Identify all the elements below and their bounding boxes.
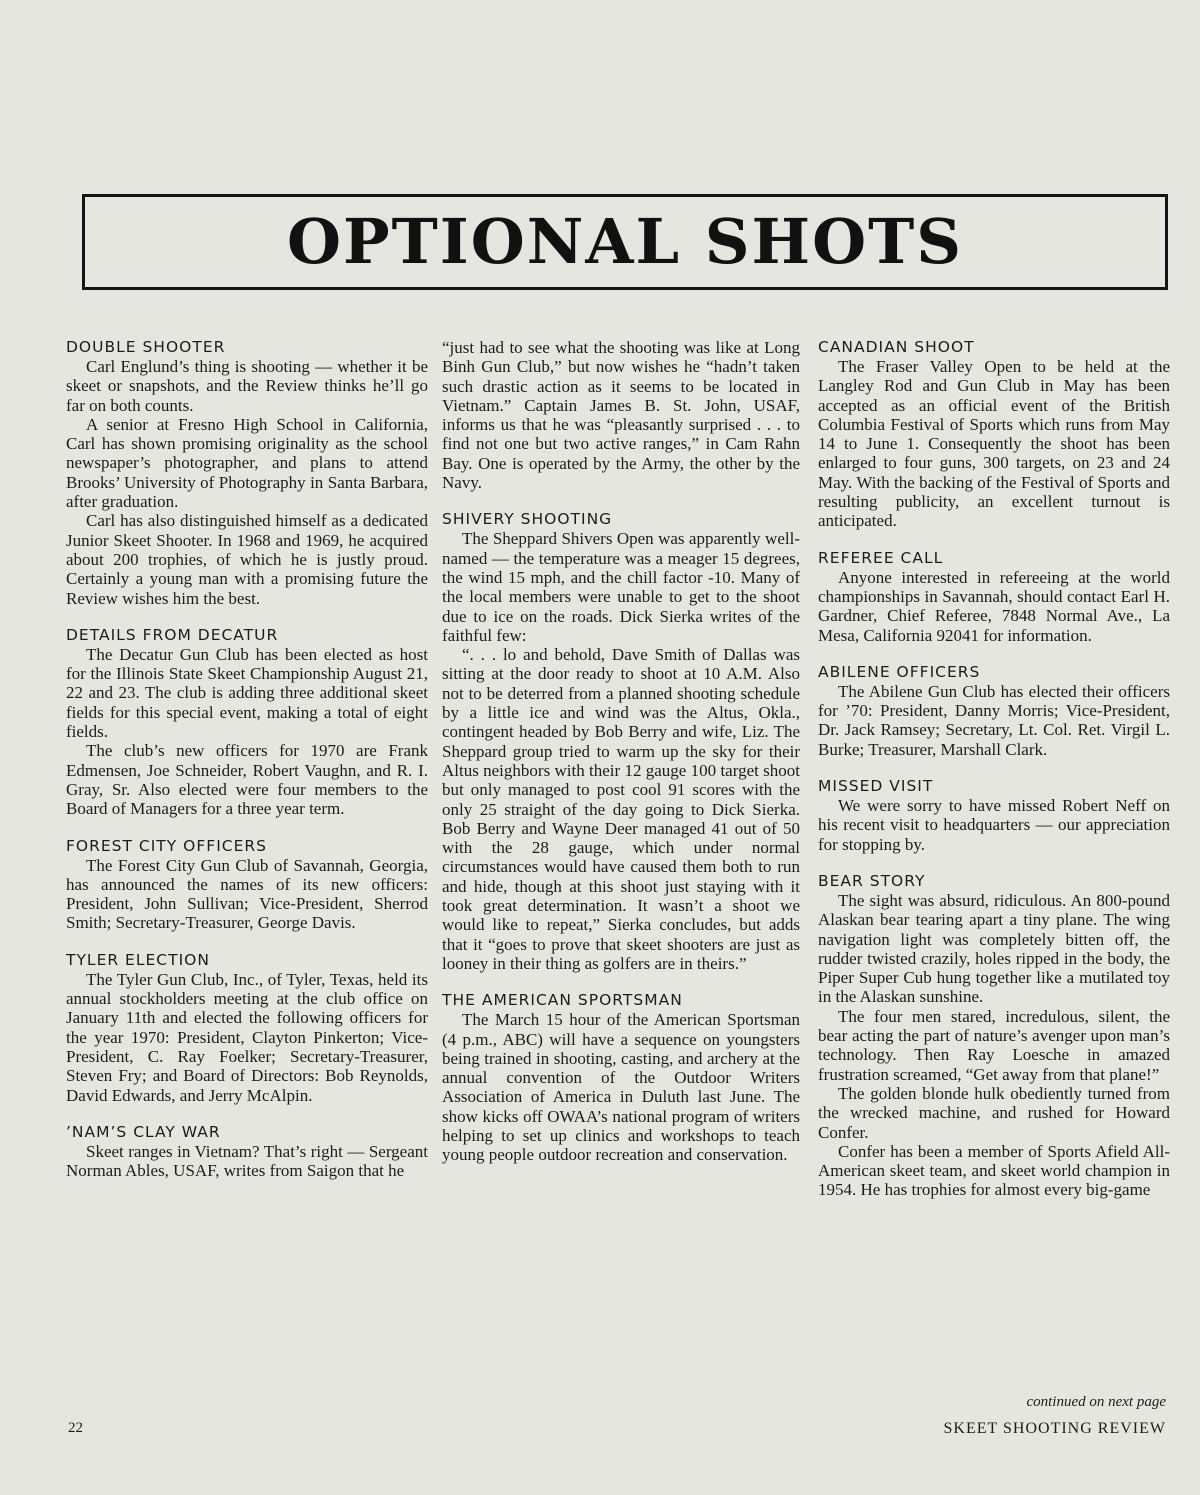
article-section (818, 872, 1170, 1200)
column-2 (442, 338, 800, 1183)
section-heading: FOREST CITY OFFICERS (66, 836, 267, 855)
article-paragraph: The Abilene Gun Club has elected their officers for ’70: President, Danny Morris; Vice-President, Dr. Jack Ramsey; Secretary, Lt. Col. Ret. Virgil L. Burke; Treasurer, Marshall Clark. (818, 681, 1170, 759)
publication-name: SKEET SHOOTING REVIEW (943, 1420, 1166, 1437)
section-heading: MISSED VISIT (818, 777, 934, 796)
article-paragraph: Skeet ranges in Vietnam? That’s right — Sergeant Norman Ables, USAF, writes from Saigon that he (66, 1141, 428, 1181)
section-heading: DETAILS FROM DECATUR (66, 625, 279, 644)
article-section (442, 510, 800, 973)
article-paragraph: Anyone interested in refereeing at the world championships in Savannah, should contact Earl H. Gardner, Chief Referee, 7848 Normal Ave., La Mesa, California 92041 for information. (818, 567, 1170, 645)
page-title: OPTIONAL SHOTS (286, 205, 963, 278)
article-section (66, 1123, 428, 1181)
article-paragraph: Confer has been a member of Sports Afield All-American skeet team, and skeet world champion in 1954. He has trophies for almost every big-game (818, 1141, 1170, 1200)
article-paragraph: The March 15 hour of the American Sportsman (4 p.m., ABC) will have a sequence on youngsters being trained in shooting, casting, and archery at the annual convention of the Outdoor Writers Association of America in Duluth last June. The show kicks off OWAA’s national program of writers helping to set up clinics and workshops to teach young people outdoor recreation and conservation. (442, 1010, 800, 1165)
article-section (66, 626, 428, 819)
article-section (442, 991, 800, 1164)
page-number: 22 (68, 1420, 83, 1436)
continued-note: continued on next page (1026, 1394, 1166, 1410)
article-paragraph: The club’s new officers for 1970 are Frank Edmensen, Joe Schneider, Robert Vaughn, and R. I. Gray, Sr. Also elected were four members to the Board of Managers for a three year term. (66, 741, 428, 819)
section-heading: CANADIAN SHOOT (818, 338, 975, 356)
article-paragraph: A senior at Fresno High School in California, Carl has shown promising originality as the school newspaper’s photographer, and plans to attend Brooks’ University of Photography in Santa Barbara, after graduation. (66, 414, 428, 512)
article-paragraph: The Tyler Gun Club, Inc., of Tyler, Texas, held its annual stockholders meeting at the club office on January 11th and elected the following officers for the year 1970: President, Clayton Pinkerton; Vice-President, C. Ray Foelker; Secretary-Treasurer, Steven Fry; and Board of Directors: Bob Reynolds, David Edwards, and Jerry McAlpin. (66, 969, 428, 1105)
article-paragraph: The Fraser Valley Open to be held at the Langley Rod and Gun Club in May has been accepted as an official event of the British Columbia Festival of Sports which runs from May 14 to June 1. Consequently the shoot has been enlarged to four guns, 300 targets, on 23 and 24 May. With the backing of the Festival of Sports and resulting publicity, an excellent turnout is anticipated. (818, 357, 1170, 531)
article-section (66, 338, 428, 608)
section-heading: ABILENE OFFICERS (818, 662, 981, 681)
section-heading: REFEREE CALL (818, 548, 944, 567)
article-section (818, 549, 1170, 645)
article-paragraph: The Forest City Gun Club of Savannah, Georgia, has announced the names of its new officers: President, John Sullivan; Vice-President, Sherrod Smith; Secretary-Treasurer, George Davis. (66, 855, 428, 933)
section-heading: DOUBLE SHOOTER (66, 338, 226, 356)
article-paragraph: Carl has also distinguished himself as a dedicated Junior Skeet Shooter. In 1968 and 1969, he acquired about 200 trophies, of which he is justly proud. Certainly a young man with a promising future the Review wishes him the best. (66, 511, 428, 608)
column-3 (818, 338, 1170, 1218)
article-section (818, 338, 1170, 531)
article-paragraph: The golden blonde hulk obediently turned from the wrecked machine, and rushed for Howard Confer. (818, 1083, 1170, 1142)
article-section (818, 663, 1170, 759)
article-paragraph: We were sorry to have missed Robert Neff on his recent visit to headquarters — our appreciation for stopping by. (818, 796, 1170, 854)
article-section (442, 338, 800, 492)
article-section (66, 951, 428, 1105)
article-paragraph: “. . . lo and behold, Dave Smith of Dallas was sitting at the door ready to shoot at 10 A.M. Also not to be deterred from a planned shooting schedule by a little ice and wind was the Altus, Okla., contingent headed by Bob Berry and wife, Liz. The Sheppard group tried to warm up the sky for their Altus neighbors with their 12 gauge 100 target shoot but only managed to post cool 91 scores with the only 25 straight of the day going to Dick Sierka. Bob Berry and Wayne Deer managed 41 out of 50 with the 28 gauge, which under normal circumstances would have caused them both to run and hide, though at this shoot just staying with it took great determination. It wasn’t a shoot we would like to repeat,” Sierka concludes, but adds that it “goes to prove that skeet shooters are just as looney in their thing as golfers are in theirs.” (442, 645, 800, 973)
column-1 (66, 338, 428, 1198)
article-paragraph: The Sheppard Shivers Open was apparently well-named — the temperature was a meager 15 degrees, the wind 15 mph, and the chill factor -10. Many of the local members were unable to get to the shoot due to ice on the roads. Dick Sierka writes of the faithful few: (442, 529, 800, 645)
article-paragraph: Carl Englund’s thing is shooting — whether it be skeet or snapshots, and the Review thinks he’ll go far on both counts. (66, 357, 428, 415)
section-heading: BEAR STORY (818, 871, 926, 890)
article-paragraph: The Decatur Gun Club has been elected as host for the Illinois State Skeet Championship August 21, 22 and 23. The club is adding three additional skeet fields for this special event, making a total of eight fields. (66, 644, 428, 742)
article-paragraph: The four men stared, incredulous, silent, the bear acting the part of nature’s avenger upon man’s technology. Then Ray Loesche in amazed frustration screamed, “Get away from that plane!” (818, 1006, 1170, 1084)
article-paragraph: “just had to see what the shooting was like at Long Binh Gun Club,” but now wishes he “hadn’t taken such drastic action as it seems to be located in Vietnam.” Captain James B. St. John, USAF, informs us that he was “pleasantly surprised . . . to find not one but two active ranges,” in Cam Rahn Bay. One is operated by the Army, the other by the Navy. (442, 338, 800, 493)
article-paragraph: The sight was absurd, ridiculous. An 800-pound Alaskan bear tearing apart a tiny plane. The wing navigation light was completely bitten off, the rudder twisted crazily, holes ripped in the body, the Piper Super Cub hung together like a mutilated toy in the Alaskan sunshine. (818, 890, 1170, 1007)
section-heading: TYLER ELECTION (66, 950, 210, 969)
section-heading: SHIVERY SHOOTING (442, 510, 613, 529)
title-box (82, 194, 1168, 290)
section-heading: THE AMERICAN SPORTSMAN (442, 991, 683, 1010)
article-section (818, 777, 1170, 854)
section-heading: ’NAM’S CLAY WAR (66, 1122, 221, 1141)
article-section (66, 837, 428, 933)
